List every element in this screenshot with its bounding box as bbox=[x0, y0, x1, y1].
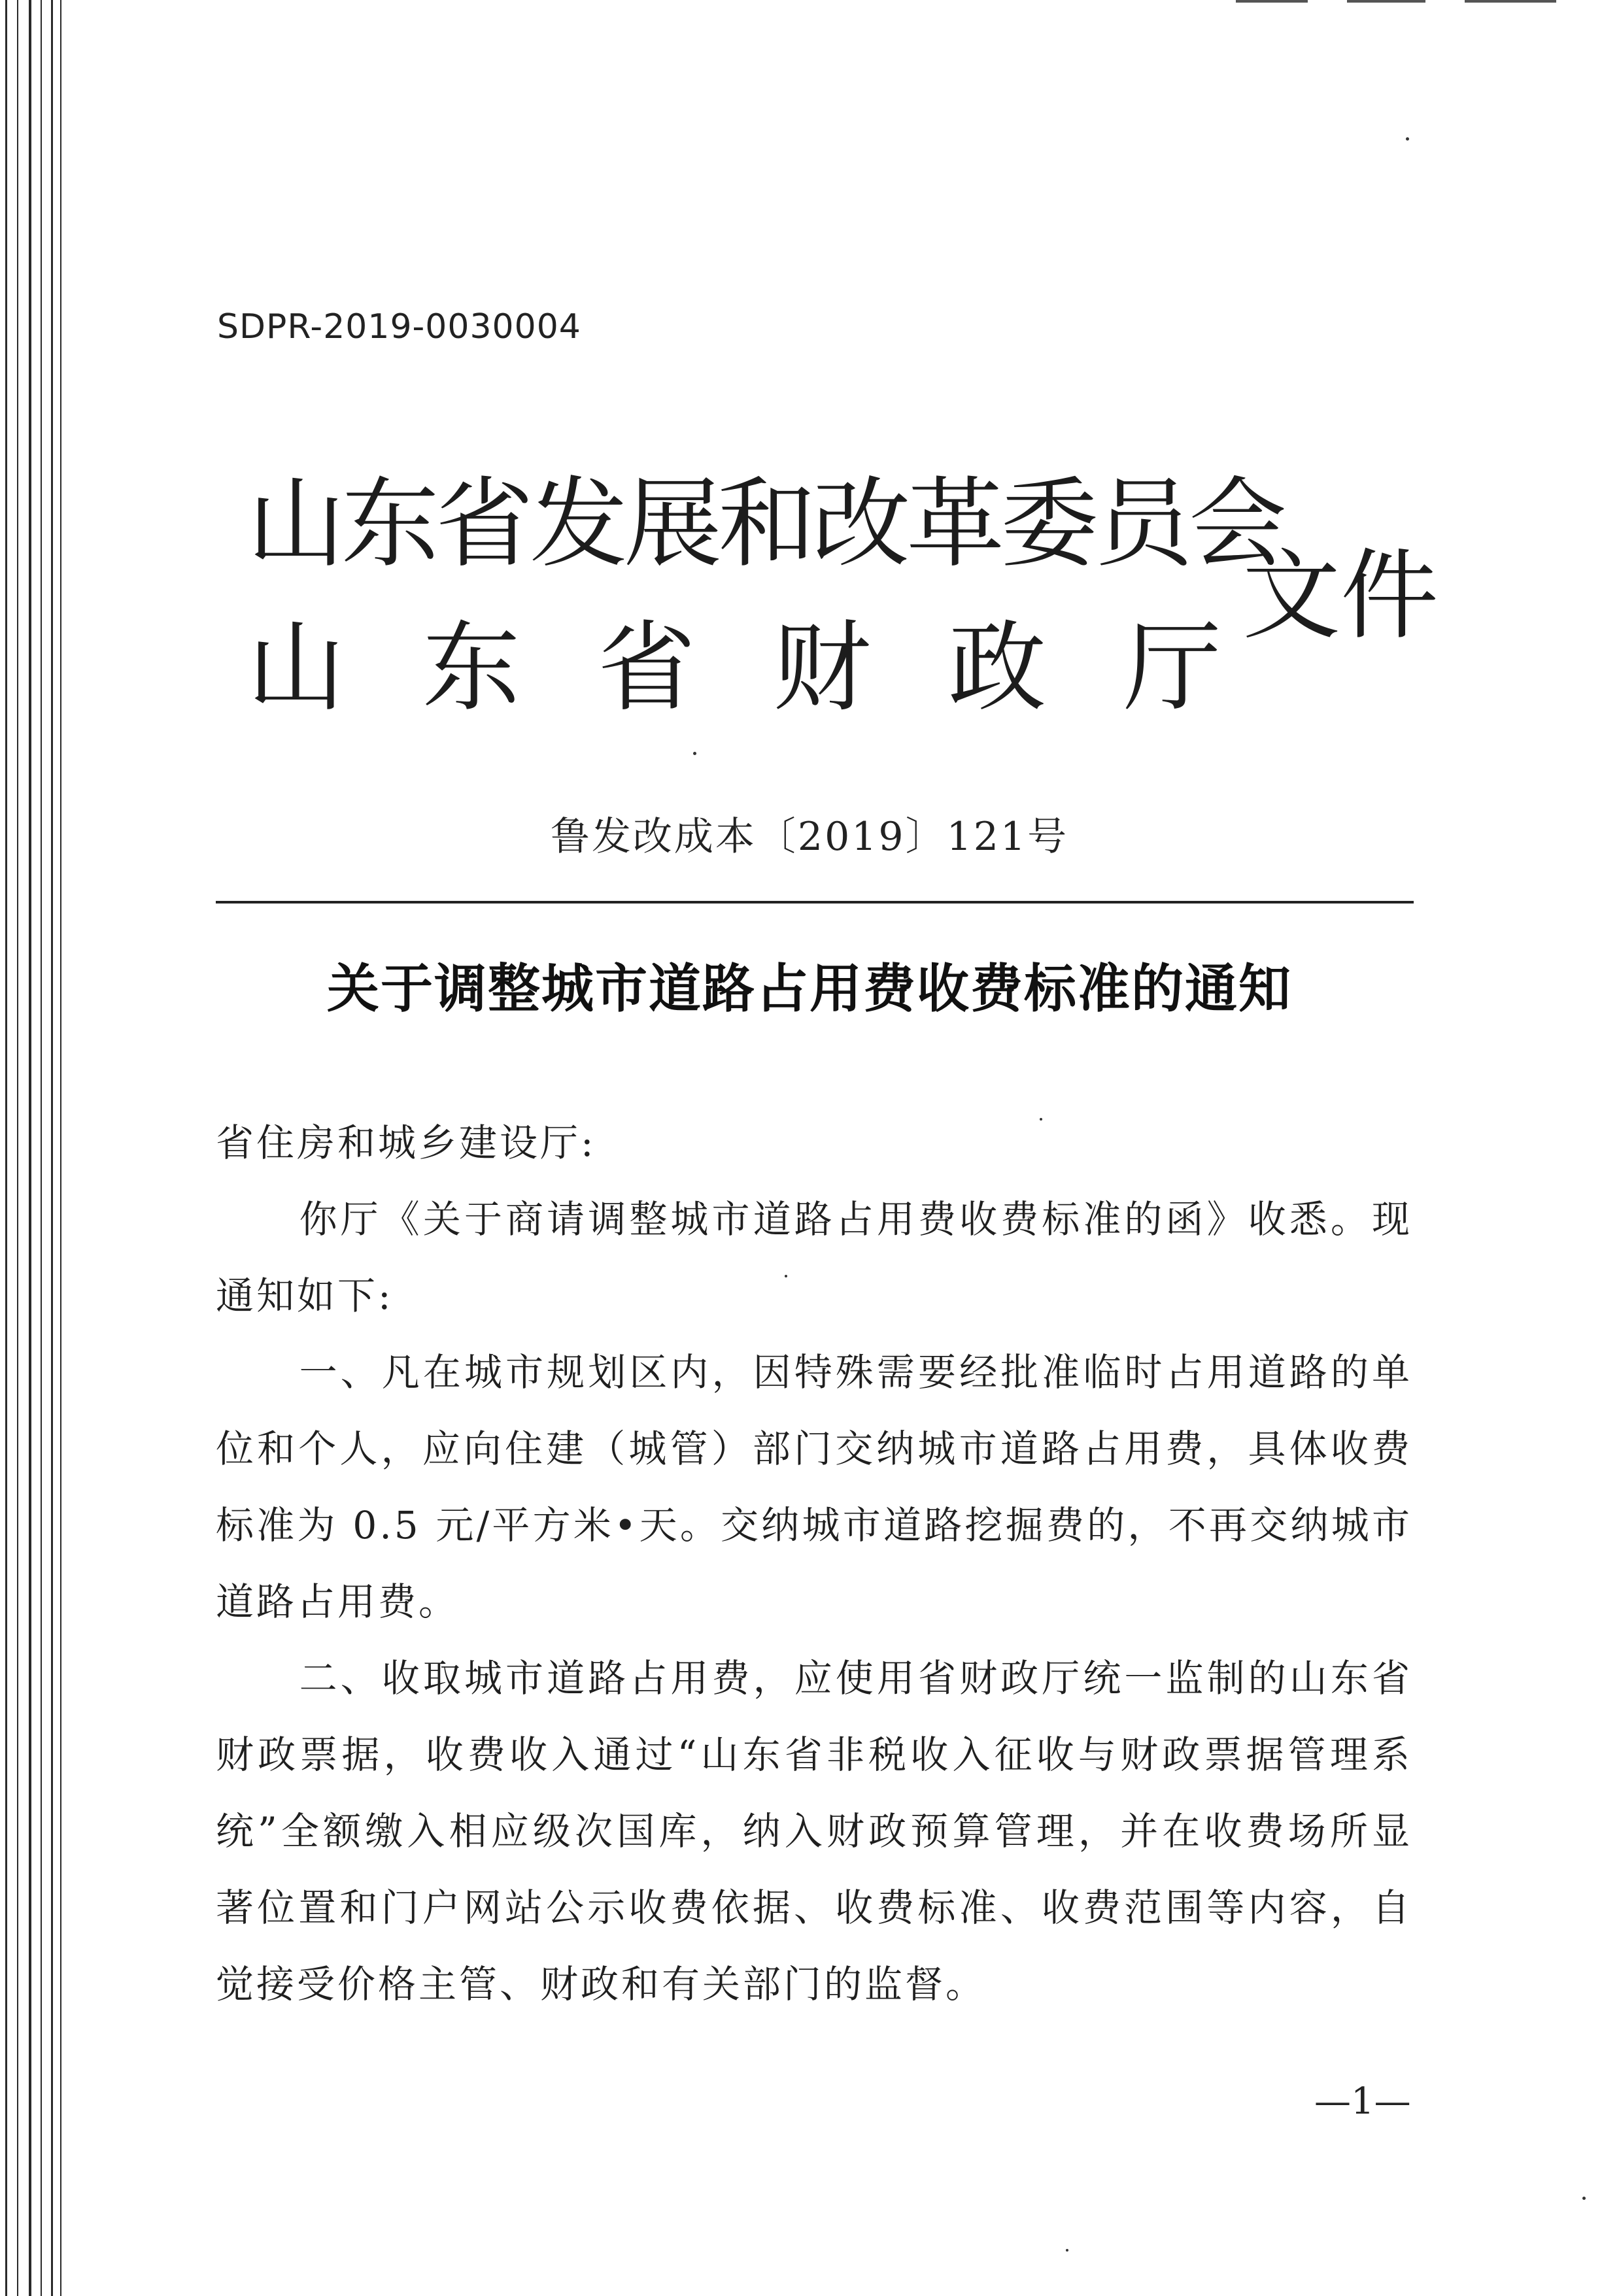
paragraph: 一、凡在城市规划区内，因特殊需要经批准临时占用道路的单位和个人，应向住建（城管）部门交纳城市道路占用费，具体收费标准为 0.5 元/平方米•天。交纳城市道路挖掘费的，不再交纳城市道路占用费。 bbox=[216, 1350, 1412, 1624]
issuer-ndrc: 山东省发展和改革委员会 bbox=[247, 467, 1284, 581]
scan-top-mark bbox=[1347, 0, 1425, 3]
scan-edge-line bbox=[41, 0, 42, 2296]
page-number: —1— bbox=[1314, 2080, 1411, 2123]
document-body bbox=[216, 1105, 1412, 2023]
salutation: 省住房和城乡建设厅: bbox=[216, 1121, 596, 1165]
document-code: SDPR-2019-0030004 bbox=[217, 307, 581, 346]
issuer-finance-department: 山东省财政厅 bbox=[247, 611, 1299, 725]
scan-edge-line bbox=[51, 0, 53, 2296]
scan-top-mark bbox=[1236, 0, 1308, 3]
scan-speck bbox=[1040, 1118, 1042, 1121]
scan-speck bbox=[1066, 2249, 1068, 2252]
scan-edge-line bbox=[5, 0, 7, 2296]
document-number: 鲁发改成本〔2019〕121号 bbox=[550, 814, 1069, 860]
scan-top-mark bbox=[1465, 0, 1556, 3]
paragraph: 二、收取城市道路占用费，应使用省财政厅统一监制的山东省财政票据，收费收入通过“山东省非税收入征收与财政票据管理系统”全额缴入相应级次国库，纳入财政预算管理，并在收费场所显著位置和门户网站公示收费依据、收费标准、收费范围等内容，自觉接受价格主管、财政和有关部门的监督。 bbox=[216, 1656, 1412, 2006]
scan-speck bbox=[1582, 2197, 1586, 2200]
scan-speck bbox=[785, 1275, 787, 1277]
scan-edge-line bbox=[29, 0, 31, 2296]
scan-speck bbox=[693, 752, 696, 755]
scan-edge-line bbox=[60, 0, 61, 2296]
paragraph: 你厅《关于商请调整城市道路占用费收费标准的函》收悉。现通知如下: bbox=[216, 1197, 1412, 1318]
document-title: 关于调整城市道路占用费收费标准的通知 bbox=[327, 958, 1292, 1019]
scan-speck bbox=[1406, 137, 1409, 141]
scan-edge-line bbox=[17, 0, 18, 2296]
header-divider bbox=[216, 901, 1414, 903]
document-suffix: 文件 bbox=[1242, 539, 1439, 653]
